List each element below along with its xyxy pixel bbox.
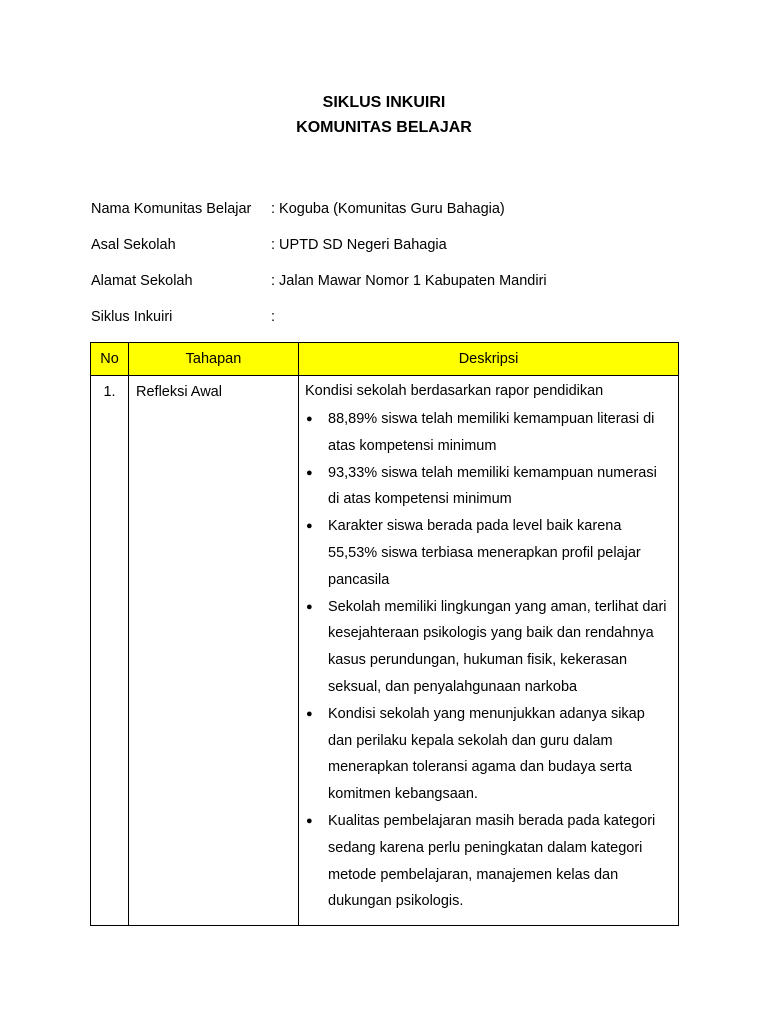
info-row-community-name [91,198,691,234]
list-item [305,513,672,593]
inquiry-cycle-table [90,342,679,926]
info-value: : UPTD SD Negeri Bahagia [271,237,447,253]
cell-no: 1. [91,376,129,926]
info-value: : [271,309,276,325]
bullet-icon: ● [306,520,313,533]
info-label: Asal Sekolah [91,237,176,253]
table-row [91,376,679,926]
list-item [305,594,672,701]
bullet-icon: ● [306,707,313,720]
header-deskripsi: Deskripsi [299,343,679,376]
list-item-text: 93,33% siswa telah memiliki kemampuan numerasi di atas kompetensi minimum [328,464,657,508]
info-block [91,198,691,342]
description-bullet-list [305,406,672,915]
description-intro: Kondisi sekolah berdasarkan rapor pendidikan [305,383,604,399]
list-item-text: Sekolah memiliki lingkungan yang aman, terlihat dari kesejahteraan psikologis yang baik dan rendahnya kasus perundungan, hukuman fisik, kekerasan seksual, dan penyalahgunaan narkoba [328,598,667,695]
cell-deskripsi [299,376,679,926]
list-item [305,808,672,915]
list-item-text: Karakter siswa berada pada level baik karena 55,53% siswa terbiasa menerapkan profil pelajar pancasila [328,518,641,588]
info-row-school-address [91,270,691,306]
document-title: SIKLUS INKUIRI [322,94,446,111]
list-item [305,701,672,808]
bullet-icon: ● [306,466,313,479]
list-item-text: Kualitas pembelajaran masih berada pada kategori sedang karena perlu peningkatan dalam kategori metode pembelajaran, manajemen kelas dan dukungan psikologis. [328,812,656,910]
bullet-icon: ● [306,814,313,827]
bullet-icon: ● [306,413,313,425]
info-label: Nama Komunitas Belajar [91,201,252,217]
bullet-icon: ● [306,600,313,613]
list-item-text: 88,89% siswa telah memiliki kemampuan literasi di atas kompetensi minimum [328,411,655,454]
info-value: : Jalan Mawar Nomor 1 Kabupaten Mandiri [271,273,547,289]
info-row-school-origin [91,234,691,270]
table-header-row [91,343,679,376]
info-label: Siklus Inkuiri [91,309,173,325]
document-subtitle: KOMUNITAS BELAJAR [296,119,472,136]
info-label: Alamat Sekolah [91,273,193,289]
cell-tahapan: Refleksi Awal [129,376,299,926]
info-row-inquiry-cycle [91,306,691,342]
info-value: : Koguba (Komunitas Guru Bahagia) [271,201,505,217]
header-tahapan: Tahapan [129,343,299,376]
list-item [305,460,672,514]
header-no: No [91,343,129,376]
list-item-text: Kondisi sekolah yang menunjukkan adanya sikap dan perilaku kepala sekolah dan guru dalam menerapkan toleransi agama dan budaya serta komitmen kebangsaan. [328,705,645,803]
list-item [305,406,672,460]
